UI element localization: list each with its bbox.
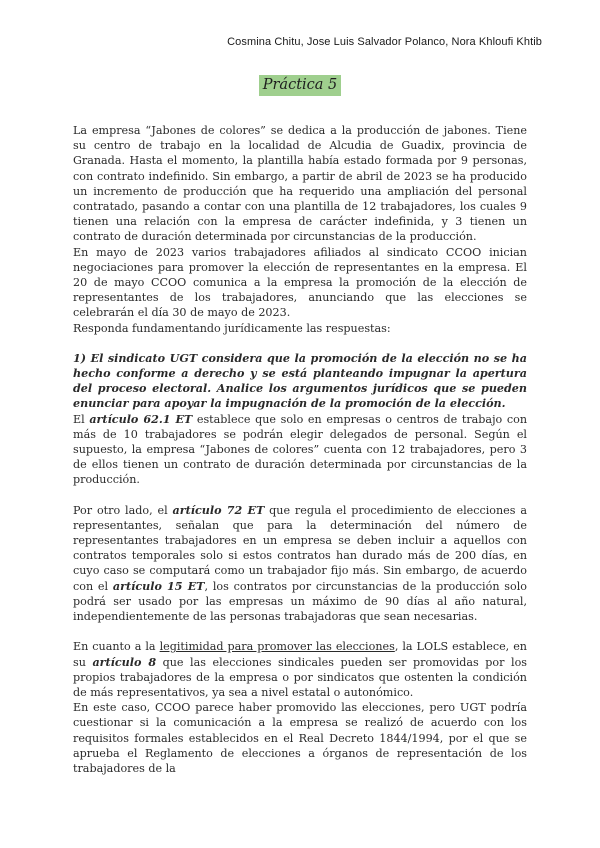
text-run: Por otro lado, el bbox=[73, 503, 173, 517]
text-run: establece que solo en empresas o centros de trabajo con más de 10 trabajadores se podrán elegir delegados de personal. Según el supuesto, la empresa “Jabones de colores” cuenta con 12 trabajadores, pero 3 de ellos tienen un contrato de duración determinada por circunstancias de la producción. bbox=[73, 412, 527, 487]
spacer bbox=[73, 336, 527, 351]
question-1: 1) El sindicato UGT considera que la promoción de la elección no se ha hecho conforme a derecho y se está planteando impugnar la apertura del proceso electoral. Analice los argumentos jurídicos que se pueden enunciar para apoyar la impugnación de la promoción de la elección. bbox=[73, 351, 527, 411]
instruction-line: Responda fundamentando jurídicamente las respuestas: bbox=[73, 321, 391, 335]
text-run: El bbox=[73, 412, 90, 426]
page-title: Práctica 5 bbox=[259, 75, 342, 96]
page-header-authors: Cosmina Chitu, Jose Luis Salvador Polanco, Nora Khloufi Khtib bbox=[227, 36, 542, 48]
text-run: que las elecciones sindicales pueden ser promovidas por los propios trabajadores de la empresa o por sindicatos que ostenten la condición de más representativos, ya sea a nivel estatal o autonómico. bbox=[73, 655, 527, 699]
answer-paragraph-3 bbox=[73, 639, 527, 700]
legal-reference-art-62: artículo 62.1 ET bbox=[89, 412, 193, 426]
answer-paragraph-2 bbox=[73, 503, 527, 625]
legal-reference-art-8: artículo 8 bbox=[92, 655, 157, 669]
underlined-phrase: legitimidad para promover las elecciones bbox=[159, 640, 395, 654]
answer-paragraph-1 bbox=[73, 412, 527, 488]
title-block bbox=[0, 74, 600, 96]
intro-paragraph-2: En mayo de 2023 varios trabajadores afiliados al sindicato CCOO inician negociaciones para promover la elección de representantes en la empresa. El 20 de mayo CCOO comunica a la empresa la promoción de la elección de representantes de los trabajadores, anunciando que las elecciones se celebrarán el día 30 de mayo de 2023. bbox=[73, 245, 527, 320]
text-run: , los contratos por circunstancias de la producción solo podrá ser usado por las empresas un máximo de 90 días al año natural, independientemente de las personas trabajadoras que sean necesarias. bbox=[73, 579, 527, 624]
answer-paragraph-4: En este caso, CCOO parece haber promovido las elecciones, pero UGT podría cuestionar si la comunicación a la empresa se realizó de acuerdo con los requisitos formales establecidos en el Real Decreto 1844/1994, por el que se aprueba el Reglamento de elecciones a órganos de representación de los trabajadores de la bbox=[73, 701, 527, 775]
spacer bbox=[73, 488, 527, 503]
document-body bbox=[73, 123, 527, 776]
spacer bbox=[73, 624, 527, 639]
legal-reference-art-72: artículo 72 ET bbox=[172, 503, 265, 517]
intro-paragraph-1: La empresa “Jabones de colores” se dedica a la producción de jabones. Tiene su centro de trabajo en la localidad de Alcudia de Guadix, provincia de Granada. Hasta el momento, la plantilla había estado formada por 9 personas, con contrato indefinido. Sin embargo, a partir de abril de 2023 se ha producido un incremento de producción que ha requerido una ampliación del personal contratado, pasando a contar con una plantilla de 12 trabajadores, los cuales 9 tienen una relación con la empresa de carácter indefinida, y 3 tienen un contrato de duración determinada por circunstancias de la producción. bbox=[73, 124, 527, 244]
text-run: , la LOLS establece, en su bbox=[73, 640, 527, 669]
text-run: En cuanto a la bbox=[73, 640, 160, 654]
legal-reference-art-15: artículo 15 ET bbox=[112, 579, 205, 593]
text-run: que regula el procedimiento de elecciones a representantes, señalan que para la determinación del número de representantes trabajadores en un empresa se deben incluir a aquellos con contratos temporales solo si estos contratos han durado más de 200 días, en cuyo caso se computará como un trabajador fijo más. Sin embargo, de acuerdo con el bbox=[73, 503, 528, 593]
